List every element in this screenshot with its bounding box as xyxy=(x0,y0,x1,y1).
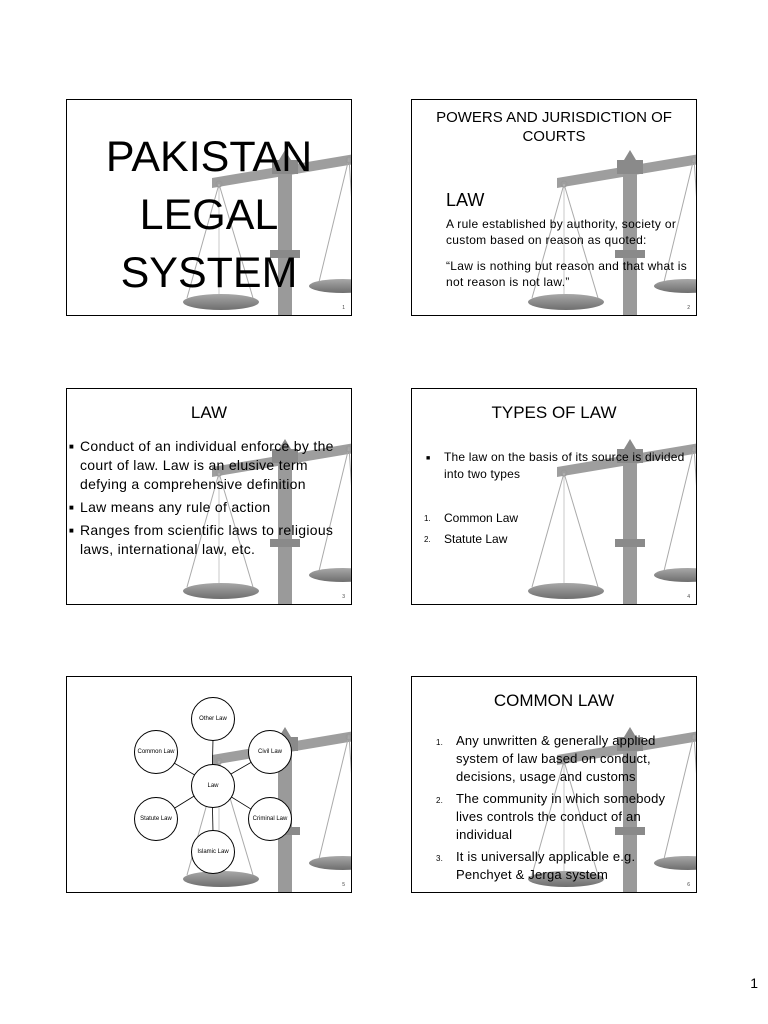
slide-2-title: POWERS AND JURISDICTION OF COURTS xyxy=(436,109,672,145)
list-item: ■ Ranges from scientific laws to religious laws, international law, etc. xyxy=(69,521,349,559)
slide-4-title: TYPES OF LAW xyxy=(491,403,617,422)
slide-number: 4 xyxy=(687,594,690,600)
page-number: 1 xyxy=(750,975,758,991)
list-item: ■ Conduct of an individual enforce by the court of law. Law is an elusive term defying a comprehensive definition xyxy=(69,437,349,494)
slide-6 xyxy=(411,676,697,893)
title-line-1: PAKISTAN xyxy=(105,133,313,181)
slide-3-title: LAW xyxy=(190,403,228,422)
slide-4 xyxy=(411,388,697,605)
types-bullet: ■ The law on the basis of its source is divided into two types xyxy=(424,449,689,483)
types-list xyxy=(424,508,518,550)
node-other-law: Other Law xyxy=(191,697,235,741)
node-civil-law: Civil Law xyxy=(248,730,292,774)
slide-5 xyxy=(66,676,352,893)
list-item: ■ Law means any rule of action xyxy=(69,498,349,517)
list-item: 2. Statute Law xyxy=(424,532,508,546)
slide-2-subtitle: LAW xyxy=(446,190,485,210)
law-definition: A rule established by authority, society or custom based on reason as quoted: xyxy=(446,217,677,247)
slide-number: 2 xyxy=(687,305,690,311)
node-islamic-law: Islamic Law xyxy=(191,830,235,874)
slide-1-title xyxy=(67,128,351,302)
common-law-list xyxy=(436,732,694,888)
node-law: Law xyxy=(191,764,235,808)
law-bullet-list xyxy=(69,437,349,563)
slide-2 xyxy=(411,99,697,316)
title-line-3: SYSTEM xyxy=(120,249,298,297)
node-statute-law: Statute Law xyxy=(134,797,178,841)
node-criminal-law: Criminal Law xyxy=(248,797,292,841)
title-line-2: LEGAL xyxy=(139,191,279,239)
list-item: 1. Common Law xyxy=(424,511,519,525)
node-common-law: Common Law xyxy=(134,730,178,774)
slide-6-title: COMMON LAW xyxy=(493,691,615,710)
slide-1 xyxy=(66,99,352,316)
slide-number: 6 xyxy=(687,882,690,888)
list-item: 1. Any unwritten & generally applied system of law based on conduct, decisions, usage and customs xyxy=(436,733,656,784)
list-item: 3. It is universally applicable e.g. Penchyet & Jerga system xyxy=(436,849,636,882)
slide-3 xyxy=(66,388,352,605)
list-item: 2. The community in which somebody lives controls the conduct of an individual xyxy=(436,791,666,842)
slide-number: 1 xyxy=(342,305,345,311)
slide-number: 3 xyxy=(342,594,345,600)
slide-number: 5 xyxy=(342,882,345,888)
law-quote: “Law is nothing but reason and that what is not reason is not law.” xyxy=(446,259,688,289)
